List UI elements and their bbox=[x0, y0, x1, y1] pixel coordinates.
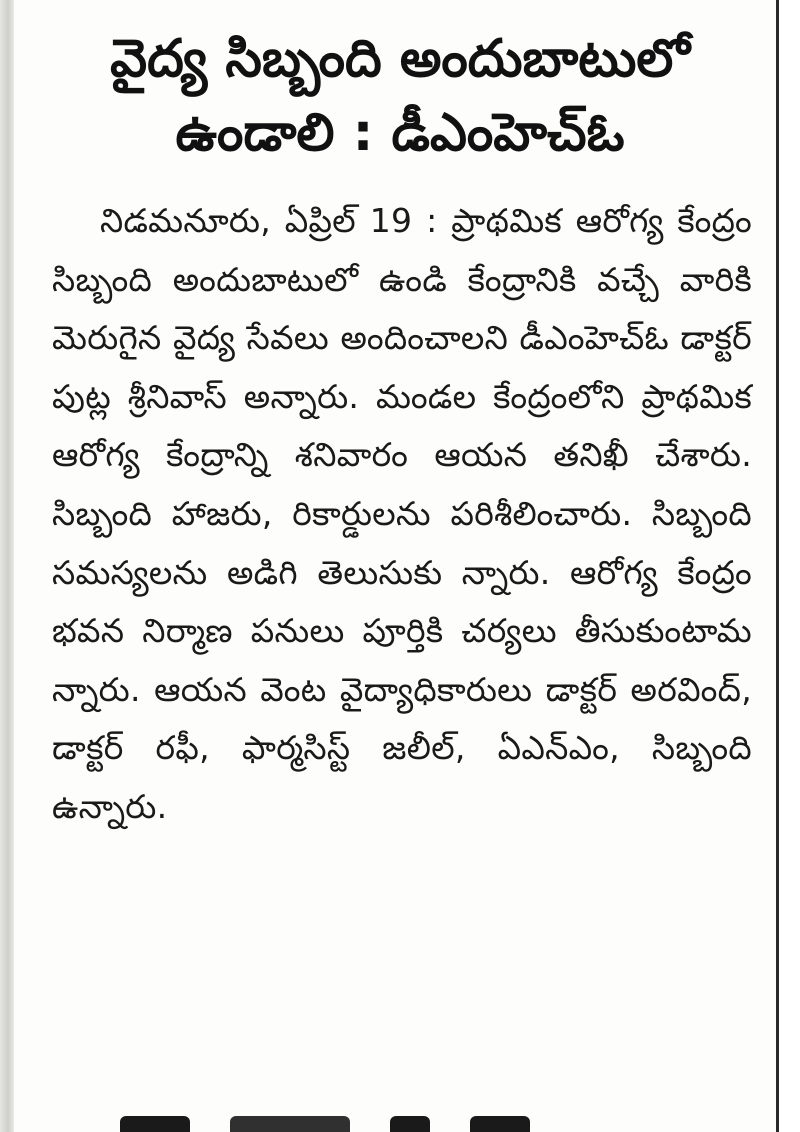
article-body: నిడమనూరు, ఏప్రిల్ 19 : ప్రాథమిక ఆరోగ్య కేంద్రం సిబ్బంది అందుబాటులో ఉండి కేంద్రానికి వచ్చే వారికి మెరుగైన వైద్య సేవలు అందించాలని డీఎంహెచ్ఓ డాక్టర్ పుట్ల శ్రీనివాస్ అన్నారు. మండల కేంద్రంలోని ప్రాథమిక ఆరోగ్య కేంద్రాన్ని శనివారం ఆయన తనిఖీ చేశారు. సిబ్బంది హాజరు, రికార్డులను పరిశీలించారు. సిబ్బంది సమస్యలను అడిగి తెలుసుకు న్నారు. ఆరోగ్య కేంద్రం భవన నిర్మాణ పనులు పూర్తికి చర్యలు తీసుకుంటామ న్నారు. ఆయన వెంట వైద్యాధికారులు డాక్టర్ అరవింద్, డాక్టర్ రఫీ, ఫార్మసిస్ట్ జలీల్, ఏఎన్ఎం, సిబ్బంది ఉన్నారు. bbox=[52, 201, 752, 826]
article-headline: వైద్య సిబ్బంది అందుబాటులో ఉండాలి : డీఎంహెచ్ఓ bbox=[110, 29, 690, 163]
column-divider-rule bbox=[776, 0, 800, 1132]
left-margin-shadow bbox=[0, 0, 14, 1132]
next-headline-cutoff bbox=[120, 1116, 660, 1132]
